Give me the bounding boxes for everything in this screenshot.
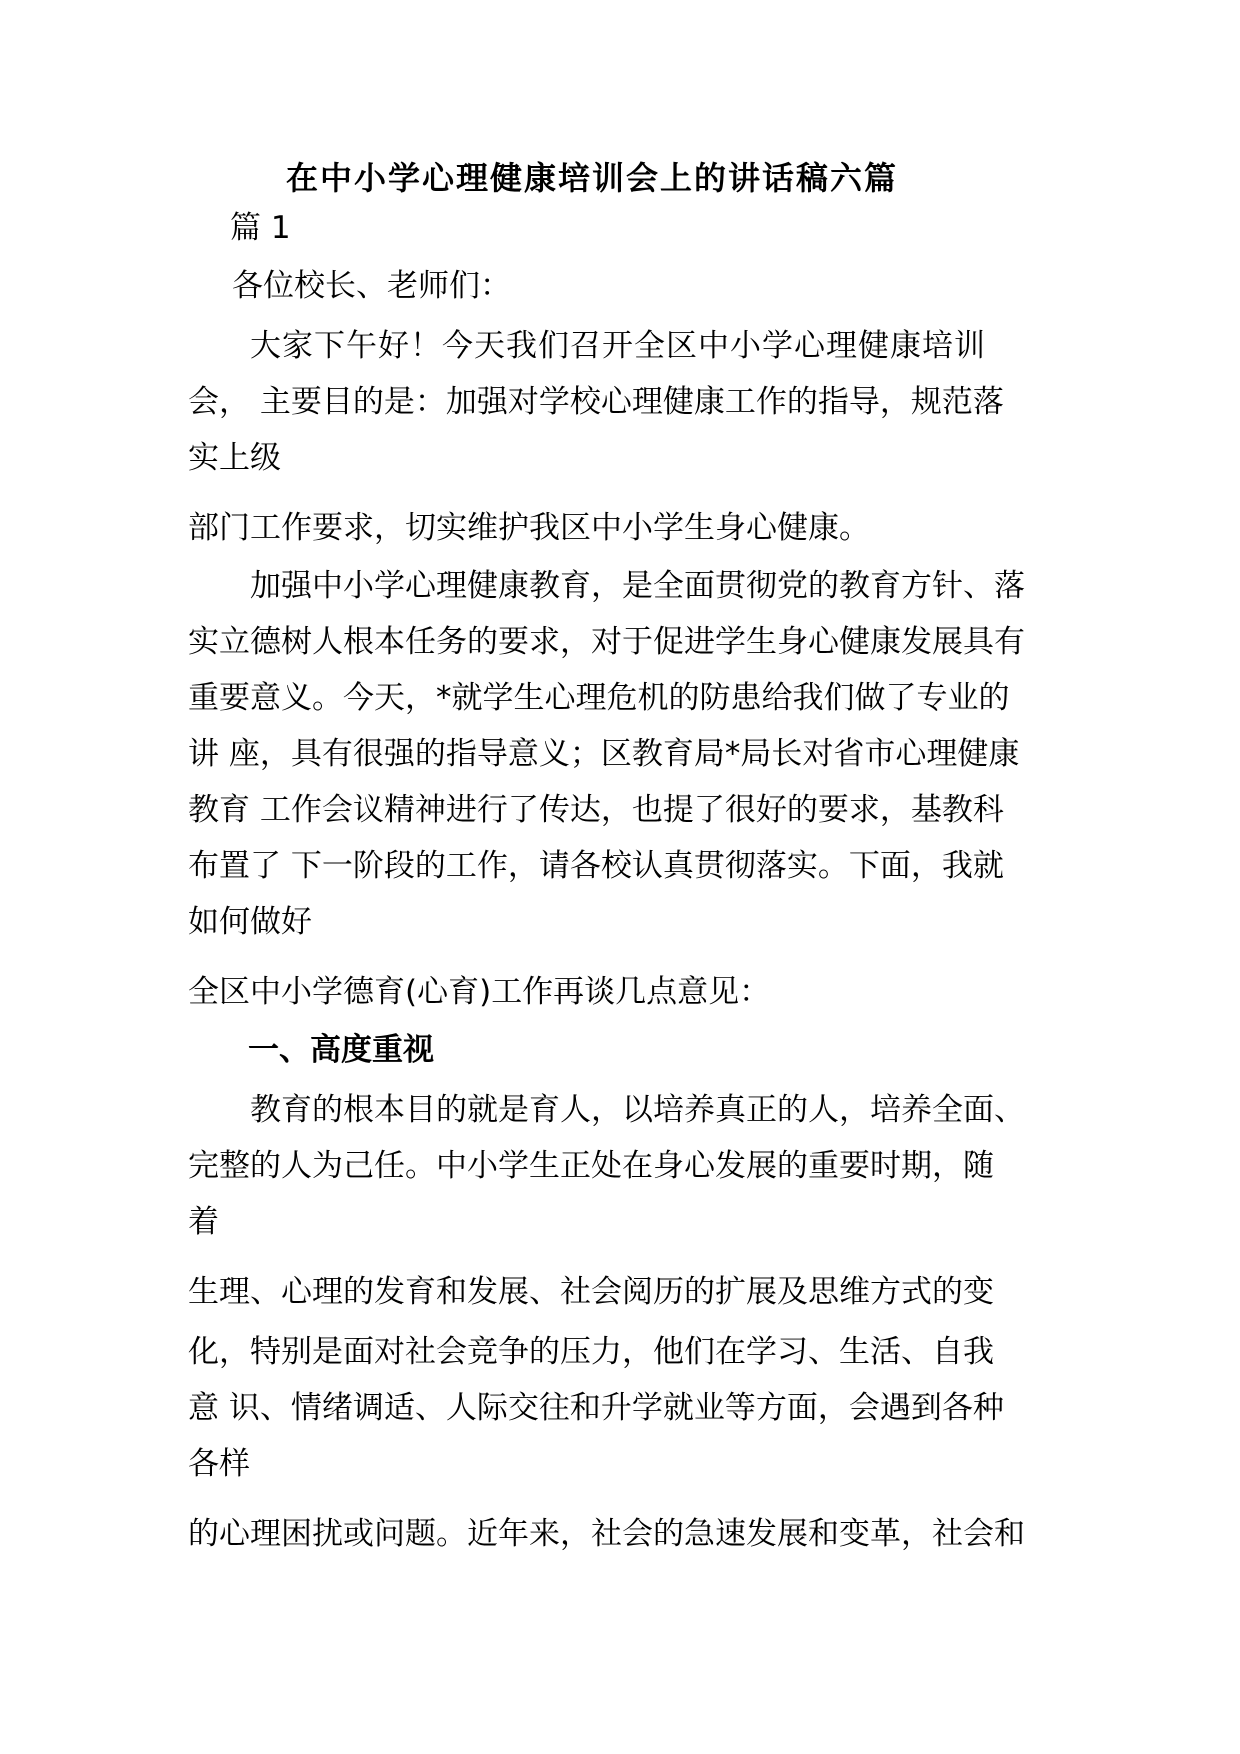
body-line: 实立德树人根本任务的要求，对于促进学生身心健康发展具有 [188, 624, 1025, 660]
body-line: 教育的根本目的就是育人，以培养真正的人，培养全面、 [250, 1092, 1025, 1128]
body-line: 如何做好 [188, 904, 312, 940]
body-line: 布置了 下一阶段的工作，请各校认真贯彻落实。下面，我就 [188, 848, 1004, 884]
body-line: 意 识、情绪调适、人际交往和升学就业等方面，会遇到各种 [188, 1390, 1004, 1426]
body-line: 加强中小学心理健康教育，是全面贯彻党的教育方针、落 [250, 568, 1025, 604]
body-line: 教育 工作会议精神进行了传达，也提了很好的要求，基教科 [188, 792, 1004, 828]
document-title: 在中小学心理健康培训会上的讲话稿六篇 [286, 159, 899, 197]
salutation: 各位校长、老师们： [232, 268, 511, 304]
body-line: 讲 座，具有很强的指导意义；区教育局*局长对省市心理健康 [188, 736, 1020, 772]
body-line: 各样 [188, 1446, 250, 1482]
body-line: 会， 主要目的是：加强对学校心理健康工作的指导，规范落 [188, 384, 1004, 420]
body-line: 着 [188, 1204, 219, 1240]
body-line: 化，特别是面对社会竞争的压力，他们在学习、生活、自我 [188, 1334, 994, 1370]
body-line: 全区中小学德育(心育)工作再谈几点意见： [188, 974, 771, 1010]
body-line: 部门工作要求，切实维护我区中小学生身心健康。 [188, 510, 870, 546]
body-line: 生理、心理的发育和发展、社会阅历的扩展及思维方式的变 [188, 1274, 994, 1310]
body-line: 实上级 [188, 440, 281, 476]
body-line: 的心理困扰或问题。近年来，社会的急速发展和变革，社会和 [188, 1516, 1025, 1552]
body-line: 重要意义。今天，*就学生心理危机的防患给我们做了专业的 [188, 680, 1010, 716]
body-line: 完整的人为己任。中小学生正处在身心发展的重要时期，随 [188, 1148, 994, 1184]
body-line: 大家下午好！今天我们召开全区中小学心理健康培训 [250, 328, 986, 364]
section-label: 篇 1 [230, 210, 291, 246]
section-heading: 一、高度重视 [248, 1032, 434, 1068]
